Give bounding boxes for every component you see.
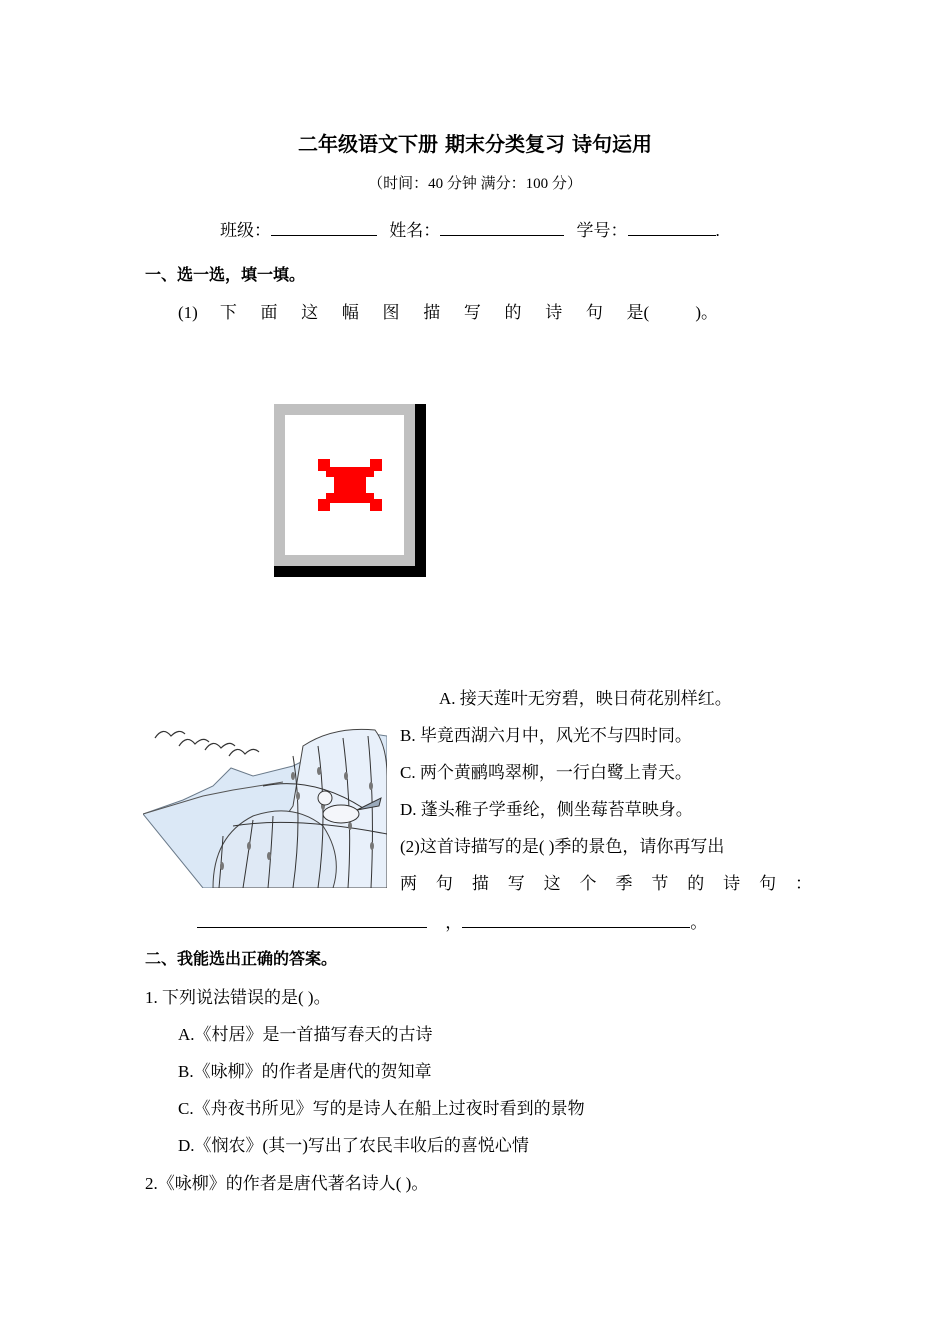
q1-char: 诗 — [545, 303, 563, 322]
q1-char: 的 — [504, 303, 522, 322]
q2-char: 季 — [615, 874, 633, 893]
name-label: 姓名： — [389, 221, 441, 240]
answer-end: 。 — [690, 913, 708, 932]
option-a: A. 接天莲叶无穷碧，映日荷花别样红。 — [439, 689, 732, 708]
q2-char: 描 — [471, 874, 489, 893]
end-mark: . — [715, 221, 720, 240]
class-field[interactable] — [271, 221, 377, 236]
question-2-2: 2.《咏柳》的作者是唐代著名诗人( )。 — [145, 1174, 429, 1193]
option-c: C. 两个黄鹂鸣翠柳，一行白鹭上青天。 — [400, 763, 692, 782]
section2-heading: 二、我能选出正确的答案。 — [145, 949, 338, 968]
q1-char: 描 — [423, 303, 441, 322]
q1-char: 写 — [463, 303, 481, 322]
q1-char: 是( — [626, 303, 650, 322]
q1-char: 这 — [301, 303, 319, 322]
q2-char: ： — [794, 874, 812, 893]
q1-char: 句 — [585, 303, 603, 322]
q2-1-option-a: A.《村居》是一首描写春天的古诗 — [178, 1025, 433, 1044]
page-title: 二年级语文下册 期末分类复习 诗句运用 — [298, 132, 652, 156]
option-b: B. 毕竟西湖六月中，风光不与四时同。 — [400, 726, 692, 745]
id-label: 学号： — [576, 221, 628, 240]
q2-char: 两 — [400, 874, 417, 893]
id-field[interactable] — [628, 221, 716, 236]
exam-info: （时间：40 分钟 满分：100 分） — [368, 176, 582, 192]
q2-1-option-d: D.《悯农》(其一)写出了农民丰收后的喜悦心情 — [178, 1136, 529, 1155]
answer-comma: ， — [445, 913, 463, 932]
flying-egrets-icon — [155, 731, 259, 756]
student-info-line — [220, 216, 720, 241]
q2-char: 句 — [435, 874, 453, 893]
q2-char: 写 — [507, 874, 525, 893]
class-label: 班级： — [220, 221, 271, 240]
q2-1-option-c: C.《舟夜书所见》写的是诗人在船上过夜时看到的景物 — [178, 1099, 585, 1118]
q2-char: 诗 — [723, 874, 741, 893]
q1-char: 图 — [382, 303, 400, 322]
q2-char: 这 — [543, 874, 561, 893]
option-d: D. 蓬头稚子学垂纶，侧坐莓苔草映身。 — [400, 800, 693, 819]
q2-char: 节 — [651, 874, 669, 893]
q2-char: 的 — [687, 874, 705, 893]
answer-blank-2[interactable] — [462, 913, 690, 928]
question-1-2: (2)这首诗描写的是( )季的景色，请你再写出 — [400, 837, 725, 856]
q1-prompt — [220, 298, 650, 323]
q2-char: 句 — [759, 874, 777, 893]
q1-char: 幅 — [341, 303, 359, 322]
q1-number: (1) — [178, 303, 198, 322]
q1-char: 面 — [260, 303, 278, 322]
q2-char: 个 — [579, 874, 597, 893]
name-field[interactable] — [440, 221, 564, 236]
q2-line2 — [400, 869, 812, 894]
willow-illustration — [143, 716, 387, 888]
answer-lines — [197, 908, 707, 933]
broken-image-placeholder — [274, 404, 426, 577]
question-2-1: 1. 下列说法错误的是( )。 — [145, 988, 331, 1007]
answer-blank-1[interactable] — [197, 913, 427, 928]
q2-1-option-b: B.《咏柳》的作者是唐代的贺知章 — [178, 1062, 432, 1081]
q1-char: 下 — [219, 303, 237, 322]
section1-heading: 一、选一选，填一填。 — [145, 265, 306, 284]
question-1-1 — [178, 298, 718, 323]
q1-end: )。 — [695, 303, 718, 322]
